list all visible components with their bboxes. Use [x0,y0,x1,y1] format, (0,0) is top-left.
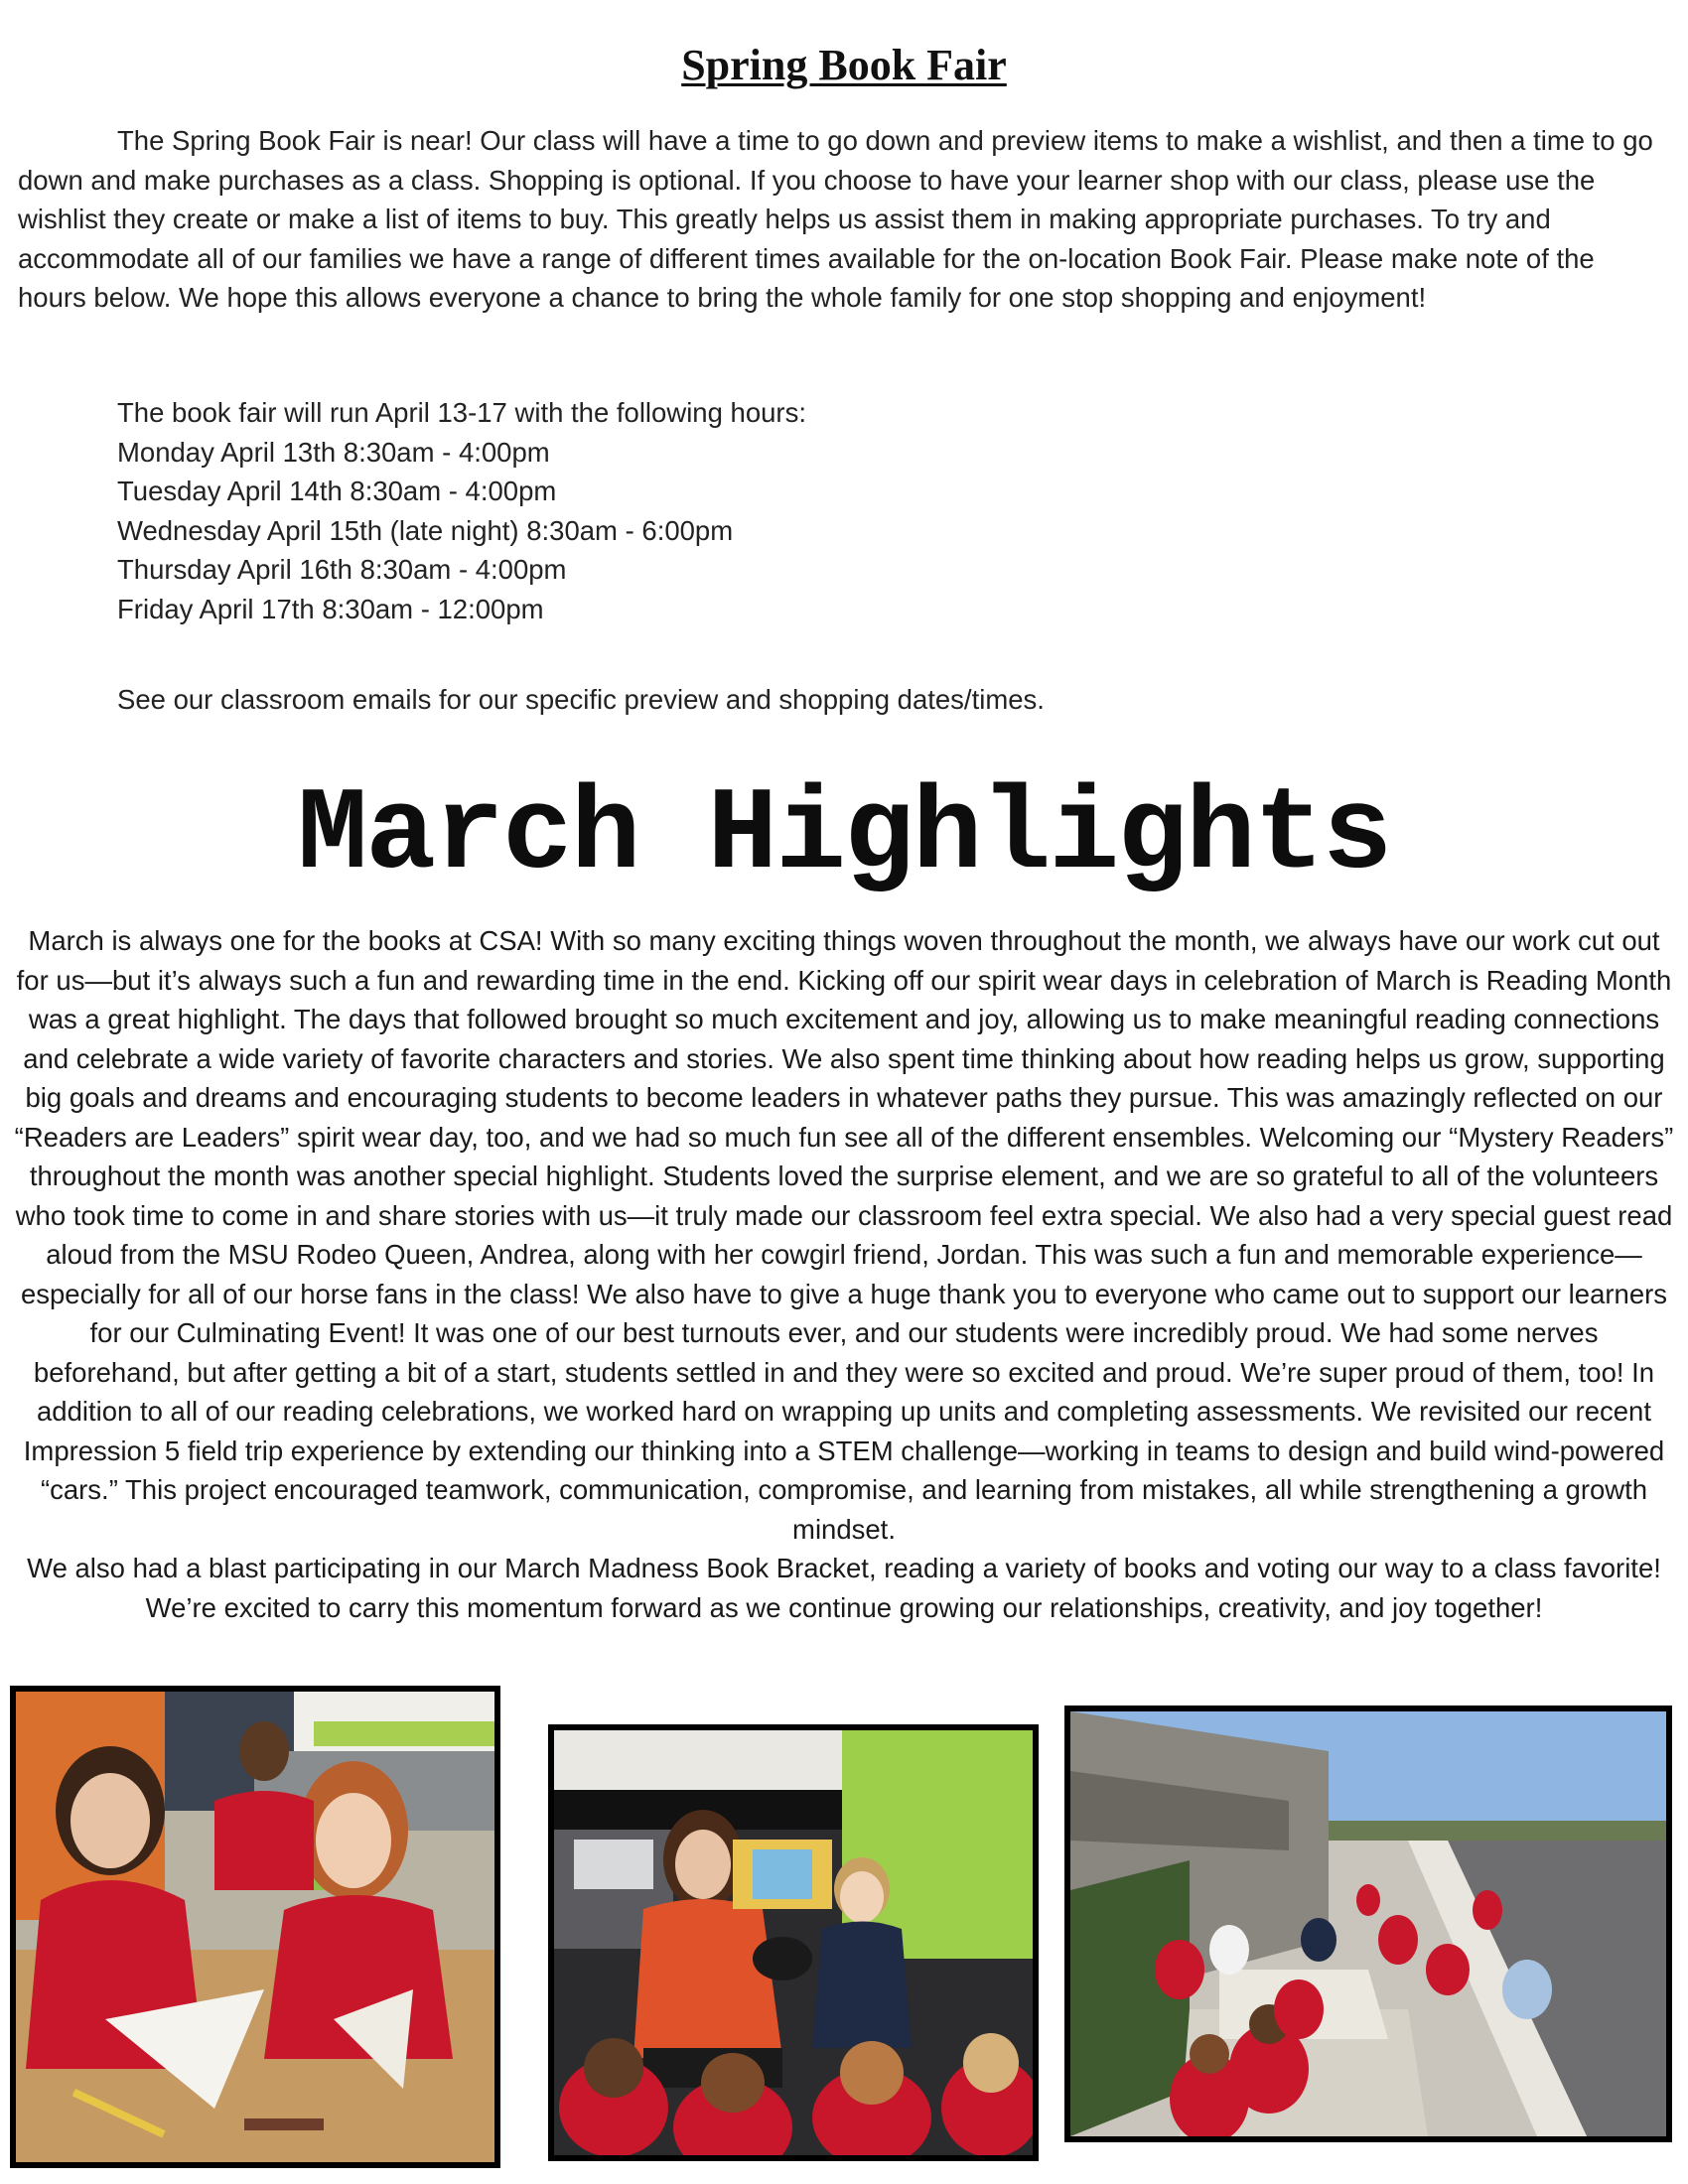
hours-row: Wednesday April 15th (late night) 8:30am - 6:00pm [117,514,734,546]
book-fair-title-text: Spring Book Fair [681,41,1007,89]
highlights-paragraph-1: March is always one for the books at CSA! With so many exciting things woven throughout the month, we always have our work cut out for us—but it’s always such a fun and rewarding time in the end. Kicking off our spirit wear days in celebration of March is Reading Month was a great highlight. The days that followed brought so much excitement and joy, allowing us to make meaningful reading connections and celebrate a wide variety of favorite characters and stories. We also spent time thinking about how reading helps us grow, supporting big goals and dreams and encouraging students to become leaders in whatever paths they pursue. This was amazingly reflected on our “Readers are Leaders” spirit wear day, too, and we had so much fun see all of the different ensembles. Welcoming our “Mystery Readers” throughout the month was another special highlight. Students loved the surprise element, and we are so grateful to all of the volunteers who took time to come in and share stories with us—it truly made our classroom feel extra special. We also had a very special guest read aloud from the MSU Rodeo Queen, Andrea, along with her cowgirl friend, Jordan. This was such a fun and memorable experience—especially for all of our horse fans in the class! We also have to give a huge thank you to everyone who came out to support our learners for our Culminating Event! It was one of our best turnouts ever, and our students were incredibly proud. We had some nerves beforehand, but after getting a bit of a start, students settled in and they were so excited and proud. We’re super proud of them, too! In addition to all of our reading celebrations, we worked hard on wrapping up units and completing assessments. We revisited our recent Impression 5 field trip experience by extending our thinking into a STEM challenge—working in teams to design and build wind-powered “cars.” This project encouraged teamwork, communication, compromise, and learning from mistakes, all while strengthening a growth mindset. [14,925,1674,1545]
book-fair-title [0,40,1688,91]
book-fair-hours [117,393,1507,628]
classroom-photo-mystery-reader [548,1724,1039,2161]
hours-intro: The book fair will run April 13-17 with the following hours: [117,397,806,428]
hours-row: Monday April 13th 8:30am - 4:00pm [117,436,550,468]
highlights-paragraph-2: We also had a blast participating in our March Madness Book Bracket, reading a variety of books and voting our way to a class favorite! We’re excited to carry this momentum forward as we continue growing our relationships, creativity, and joy together! [27,1553,1661,1623]
reader-photo-art [554,1730,1033,2155]
outdoor-photo-art [1070,1711,1666,2136]
hours-row: Thursday April 16th 8:30am - 4:00pm [117,554,567,585]
book-fair-intro: The Spring Book Fair is near! Our class will have a time to go down and preview items to make a wishlist, and then a time to go down and make purchases as a class. Shopping is optional. If you choose to have your learner shop with our class, please use the wishlist they create or make a list of items to buy. This greatly helps us assist them in making appropriate purchases. To try and accommodate all of our families we have a range of different times available for the on-location Book Fair. Please make note of the hours below. We hope this allows everyone a chance to bring the whole family for one stop shopping and enjoyment! [18,125,1653,313]
march-highlights-body [14,921,1674,1627]
hours-row: Tuesday April 14th 8:30am - 4:00pm [117,476,557,506]
classroom-photo-art [16,1692,494,2162]
outdoor-photo-wind-cars [1064,1706,1672,2142]
book-fair-note: See our classroom emails for our specific preview and shopping dates/times. [117,684,1045,715]
march-highlights-title: March Highlights [297,770,1391,902]
classroom-photo-students-crafting [10,1686,500,2168]
hours-row: Friday April 17th 8:30am - 12:00pm [117,593,544,624]
